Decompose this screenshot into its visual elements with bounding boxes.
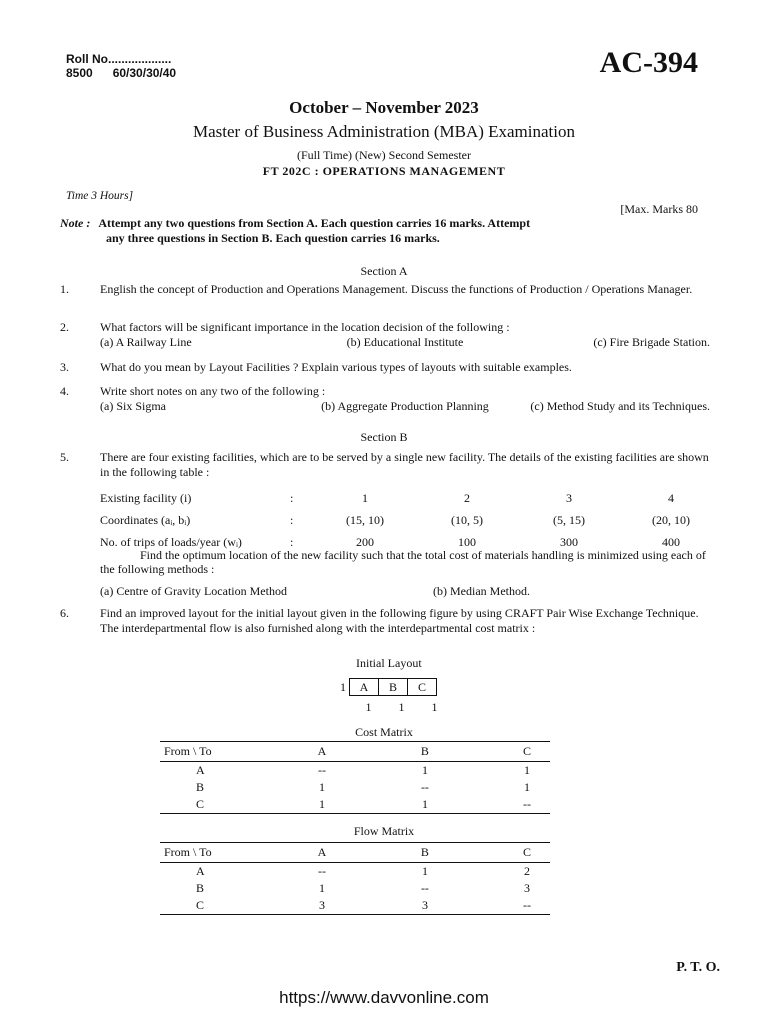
table-cell: -- — [504, 897, 550, 915]
roll-number-line — [66, 52, 196, 66]
question-text: There are four existing facilities, which are to be served by a single new facility. The details of the existing facilities are shown in the following table : — [100, 450, 709, 479]
table-row — [100, 509, 722, 531]
row-label: A — [196, 763, 205, 777]
question-text: What do you mean by Layout Facilities ? Explain various types of layouts with suitable examples. — [100, 360, 572, 374]
option-b: (b) Aggregate Production Planning — [321, 399, 489, 413]
question-number: 1. — [60, 282, 69, 296]
question-4 — [60, 384, 710, 414]
table-row — [100, 487, 722, 509]
question-number: 4. — [60, 384, 69, 398]
layout-row-label: 1 — [340, 679, 346, 694]
method-b: (b) Median Method. — [433, 584, 530, 598]
row-colon: : — [290, 512, 294, 527]
row-colon: : — [290, 490, 294, 505]
table-cell: -- — [317, 864, 326, 878]
options-row — [100, 399, 710, 414]
table-cell: (15, 10) — [346, 512, 384, 527]
question-3 — [60, 360, 710, 375]
question-text: Write short notes on any two of the following : — [100, 384, 326, 398]
option-a: (a) A Railway Line — [100, 335, 192, 349]
option-a: (a) Six Sigma — [100, 399, 166, 413]
note-line-1: Attempt any two questions from Section A. Each question carries 16 marks. Attempt — [98, 216, 531, 230]
table-cell: 2 — [464, 490, 470, 505]
table-cell: 3 — [298, 897, 346, 915]
option-c: (c) Method Study and its Techniques. — [530, 399, 710, 413]
max-marks: [Max. Marks 80 — [620, 202, 698, 216]
find-text: Find the optimum location of the new facility such that the total cost of materials handling is minimized using each of the following methods : — [100, 548, 706, 576]
table-cell: -- — [504, 796, 550, 814]
layout-bottom-label: 1 — [431, 700, 438, 714]
table-row — [160, 796, 550, 814]
option-b: (b) Educational Institute — [346, 335, 464, 349]
table-cell: 1 — [318, 780, 325, 794]
table-cell: 2 — [523, 864, 530, 878]
table-cell: 3 — [523, 881, 530, 895]
roll-dots: .................. — [111, 52, 172, 66]
question-number: 3. — [60, 360, 69, 374]
table-cell: 1 — [298, 796, 346, 814]
table-header-row — [160, 742, 550, 762]
question-6 — [60, 606, 710, 636]
flow-matrix-caption: Flow Matrix — [353, 824, 415, 838]
row-label: A — [196, 864, 205, 878]
question-2 — [60, 320, 710, 350]
cost-matrix-table — [160, 741, 550, 814]
column-header: A — [298, 742, 346, 762]
table-row — [160, 762, 550, 780]
table-cell: 1 — [523, 763, 530, 777]
source-url: https://www.davvonline.com — [279, 988, 489, 1007]
table-cell: 100 — [458, 534, 476, 549]
layout-bottom-label: 1 — [365, 700, 372, 714]
existing-facilities-table — [100, 487, 722, 553]
column-header: B — [346, 742, 504, 762]
find-instruction — [100, 548, 710, 576]
code-left: 8500 — [66, 66, 93, 80]
table-cell: -- — [420, 780, 429, 794]
instructions-note — [60, 216, 710, 246]
code-line — [66, 66, 196, 80]
column-header: C — [504, 742, 550, 762]
table-cell: 1 — [421, 763, 428, 777]
question-1 — [60, 282, 710, 297]
table-cell: 1 — [523, 780, 530, 794]
table-cell: 4 — [668, 490, 674, 505]
option-c: (c) Fire Brigade Station. — [593, 335, 710, 349]
paper-code: AC-394 — [599, 46, 698, 79]
cost-matrix-caption: Cost Matrix — [355, 725, 413, 739]
table-cell: 1 — [362, 490, 368, 505]
section-b-heading: Section B — [360, 430, 408, 444]
row-label: Existing facility (i) — [100, 490, 192, 505]
table-cell: -- — [317, 763, 326, 777]
time-allowed: Time 3 Hours] — [66, 190, 134, 202]
table-row — [160, 880, 550, 897]
note-label: Note : — [60, 216, 91, 230]
layout-cell-c: C — [417, 680, 426, 694]
table-cell: 200 — [356, 534, 374, 549]
question-text: What factors will be significant importance in the location decision of the following : — [100, 320, 510, 334]
exam-title: Master of Business Administration (MBA) Examination — [193, 122, 575, 141]
initial-layout-caption: Initial Layout — [356, 656, 422, 670]
methods-row — [100, 584, 530, 599]
table-cell: (10, 5) — [451, 512, 483, 527]
table-cell: 300 — [560, 534, 578, 549]
table-cell: 1 — [318, 881, 325, 895]
table-cell: 3 — [346, 897, 504, 915]
question-number: 5. — [60, 450, 69, 464]
table-cell: 3 — [566, 490, 572, 505]
options-row — [100, 335, 710, 350]
table-cell: 1 — [421, 864, 428, 878]
layout-bottom-labels — [352, 700, 451, 715]
column-header: From \ To — [160, 742, 298, 762]
note-line-2: any three questions in Section B. Each question carries 16 marks. — [106, 231, 440, 245]
row-label: No. of trips of loads/year (wᵢ) — [100, 534, 242, 549]
question-text: English the concept of Production and Operations Management. Discuss the functions of Production / Operations Manager. — [100, 282, 693, 296]
question-number: 6. — [60, 606, 69, 620]
layout-box — [349, 678, 437, 696]
row-label: C — [160, 796, 298, 814]
flow-matrix-table — [160, 842, 550, 915]
code-right: 60/30/30/40 — [112, 66, 177, 80]
question-number: 2. — [60, 320, 69, 334]
question-text: Find an improved layout for the initial layout given in the following figure by using CRAFT Pair Wise Exchange Technique. The interdepartmental flow is also furnished along with the interdepartmental cost matrix : — [100, 606, 699, 635]
layout-bottom-label: 1 — [398, 700, 405, 714]
column-header: B — [346, 843, 504, 863]
please-turn-over: P. T. O. — [676, 960, 720, 975]
table-header-row — [160, 843, 550, 863]
roll-block — [66, 52, 196, 80]
section-a-heading: Section A — [360, 264, 408, 278]
table-row — [160, 779, 550, 796]
column-header: From \ To — [160, 843, 298, 863]
initial-layout-row — [340, 678, 437, 696]
table-row — [160, 863, 550, 881]
layout-cell-b: B — [379, 679, 408, 695]
table-cell: 400 — [662, 534, 680, 549]
exam-session: October – November 2023 — [289, 98, 479, 117]
table-cell: -- — [420, 881, 429, 895]
table-cell: (20, 10) — [652, 512, 690, 527]
column-header: A — [298, 843, 346, 863]
row-label: C — [160, 897, 298, 915]
method-a: (a) Centre of Gravity Location Method — [100, 584, 287, 598]
question-5 — [60, 450, 710, 480]
roll-label: Roll No. — [66, 52, 112, 66]
row-label: Coordinates (aᵢ, bᵢ) — [100, 512, 191, 527]
layout-cell-a: A — [350, 679, 379, 695]
row-label: B — [196, 780, 205, 794]
table-row — [160, 897, 550, 915]
exam-mode: (Full Time) (New) Second Semester — [297, 148, 471, 162]
table-cell: (5, 15) — [553, 512, 585, 527]
table-cell: 1 — [346, 796, 504, 814]
row-colon: : — [290, 534, 294, 549]
course-title: FT 202C : OPERATIONS MANAGEMENT — [262, 164, 506, 178]
row-label: B — [196, 881, 205, 895]
column-header: C — [504, 843, 550, 863]
